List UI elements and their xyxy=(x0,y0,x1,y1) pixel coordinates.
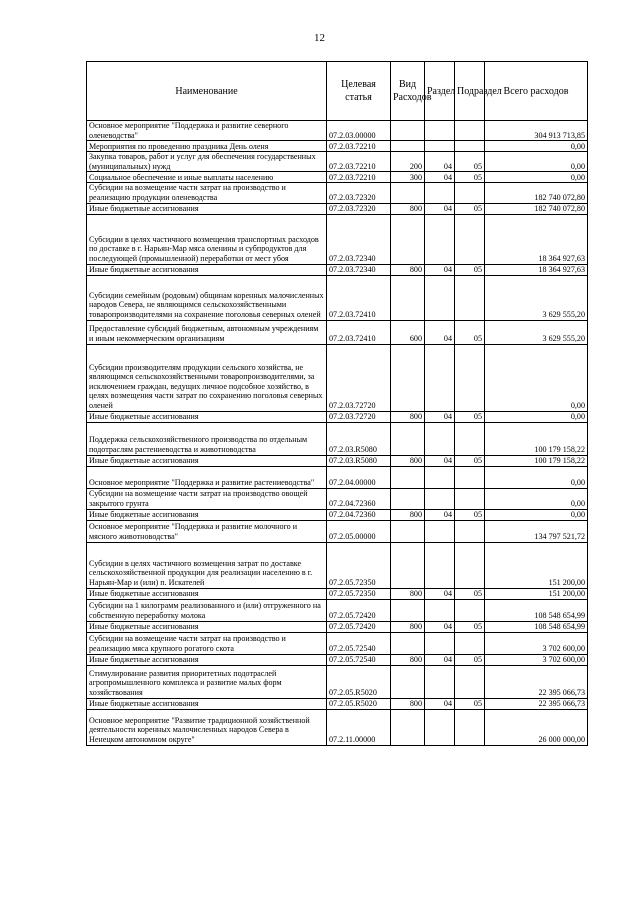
table-row xyxy=(87,203,588,214)
cell-subsection xyxy=(455,344,485,411)
cell-name: Основное мероприятие "Развитие традиционной хозяйственной деятельности коренных малочисленных народов Севера в Ненецком автономном округе" xyxy=(87,709,327,745)
cell-subsection: 05 xyxy=(455,698,485,709)
cell-type xyxy=(391,275,425,320)
cell-name: Мероприятия по проведению праздника День оленя xyxy=(87,141,327,152)
cell-target: 07.2.05.R5020 xyxy=(327,665,391,698)
cell-name: Основное мероприятие "Поддержка и развитие растениеводства" xyxy=(87,466,327,488)
cell-section: 04 xyxy=(425,264,455,275)
cell-total: 26 000 000,00 xyxy=(485,709,588,745)
cell-subsection: 05 xyxy=(455,654,485,665)
cell-target: 07.2.05.00000 xyxy=(327,520,391,542)
cell-total: 304 913 713,85 xyxy=(485,121,588,141)
header-total: Всего расходов xyxy=(485,62,588,121)
cell-subsection: 05 xyxy=(455,621,485,632)
cell-type: 800 xyxy=(391,698,425,709)
cell-target: 07.2.03.R5080 xyxy=(327,455,391,466)
cell-total: 0,00 xyxy=(485,488,588,509)
table-row xyxy=(87,621,588,632)
cell-name: Субсидии семейным (родовым) общинам коренных малочисленных народов Севера, не являющимся сельскохозяйственными товаропроизводителями на сохранение поголовья северных оленей xyxy=(87,275,327,320)
cell-total: 0,00 xyxy=(485,344,588,411)
cell-section xyxy=(425,344,455,411)
cell-type xyxy=(391,488,425,509)
cell-total: 3 702 600,00 xyxy=(485,654,588,665)
cell-subsection: 05 xyxy=(455,411,485,422)
cell-target: 07.2.05.72540 xyxy=(327,632,391,654)
cell-section xyxy=(425,121,455,141)
table-row xyxy=(87,411,588,422)
cell-subsection: 05 xyxy=(455,152,485,172)
cell-type: 800 xyxy=(391,264,425,275)
cell-subsection xyxy=(455,632,485,654)
cell-section: 04 xyxy=(425,172,455,183)
cell-type: 800 xyxy=(391,654,425,665)
cell-name: Субсидии на 1 килограмм реализованного и (или) отгруженного на собственную переработку молока xyxy=(87,599,327,621)
cell-target: 07.2.05.72420 xyxy=(327,621,391,632)
cell-target: 07.2.03.72340 xyxy=(327,214,391,264)
cell-target: 07.2.03.72720 xyxy=(327,344,391,411)
cell-type: 800 xyxy=(391,203,425,214)
cell-name: Предоставление субсидий бюджетным, автономным учреждениям и иным некоммерческим организациям xyxy=(87,320,327,344)
cell-target: 07.2.03.72720 xyxy=(327,411,391,422)
cell-type: 800 xyxy=(391,621,425,632)
cell-type xyxy=(391,121,425,141)
table-row xyxy=(87,172,588,183)
cell-type xyxy=(391,665,425,698)
cell-section xyxy=(425,275,455,320)
cell-total: 3 702 600,00 xyxy=(485,632,588,654)
cell-target: 07.2.05.R5020 xyxy=(327,698,391,709)
cell-total: 0,00 xyxy=(485,509,588,520)
cell-type xyxy=(391,214,425,264)
cell-subsection xyxy=(455,183,485,203)
cell-subsection xyxy=(455,520,485,542)
cell-target: 07.2.05.72350 xyxy=(327,542,391,588)
cell-total: 100 179 158,22 xyxy=(485,422,588,455)
cell-total: 151 200,00 xyxy=(485,588,588,599)
cell-type xyxy=(391,466,425,488)
cell-target: 07.2.03.72210 xyxy=(327,141,391,152)
header-subsection: Подраздел xyxy=(455,62,485,121)
cell-type xyxy=(391,183,425,203)
header-name: Наименование xyxy=(87,62,327,121)
cell-total: 0,00 xyxy=(485,141,588,152)
cell-section xyxy=(425,709,455,745)
cell-type xyxy=(391,344,425,411)
cell-subsection: 05 xyxy=(455,203,485,214)
cell-subsection: 05 xyxy=(455,264,485,275)
cell-target: 07.2.03.R5080 xyxy=(327,422,391,455)
table-row xyxy=(87,422,588,455)
cell-type xyxy=(391,542,425,588)
cell-total: 0,00 xyxy=(485,466,588,488)
table-row xyxy=(87,320,588,344)
table-row xyxy=(87,599,588,621)
cell-total: 108 548 654,99 xyxy=(485,599,588,621)
cell-name: Субсидии в целях частичного возмещения транспортных расходов по доставке в г. Нарьян-Мар мяса оленины и субпродуктов для последующей (промышленной) переработки от мест убоя xyxy=(87,214,327,264)
table-row xyxy=(87,665,588,698)
cell-section: 04 xyxy=(425,654,455,665)
cell-type: 300 xyxy=(391,172,425,183)
cell-total: 22 395 066,73 xyxy=(485,698,588,709)
cell-target: 07.2.03.72320 xyxy=(327,203,391,214)
table-row xyxy=(87,466,588,488)
table-row xyxy=(87,520,588,542)
page-number: 12 xyxy=(314,32,325,44)
cell-total: 22 395 066,73 xyxy=(485,665,588,698)
cell-name: Иные бюджетные ассигнования xyxy=(87,509,327,520)
cell-name: Социальное обеспечение и иные выплаты населению xyxy=(87,172,327,183)
cell-type xyxy=(391,520,425,542)
table-row xyxy=(87,509,588,520)
table-row xyxy=(87,141,588,152)
cell-section: 04 xyxy=(425,588,455,599)
cell-section xyxy=(425,599,455,621)
cell-target: 07.2.03.72210 xyxy=(327,172,391,183)
cell-section: 04 xyxy=(425,698,455,709)
cell-type xyxy=(391,599,425,621)
table-row xyxy=(87,214,588,264)
cell-name: Поддержка сельскохозяйственного производства по отдельным подотраслям растениеводства и животноводства xyxy=(87,422,327,455)
cell-type: 800 xyxy=(391,588,425,599)
cell-target: 07.2.03.72210 xyxy=(327,152,391,172)
cell-type: 800 xyxy=(391,411,425,422)
table-row xyxy=(87,183,588,203)
cell-subsection xyxy=(455,214,485,264)
header-type: Вид Расходов xyxy=(391,62,425,121)
table-row xyxy=(87,455,588,466)
cell-total: 0,00 xyxy=(485,172,588,183)
cell-section xyxy=(425,466,455,488)
cell-section xyxy=(425,422,455,455)
table-row xyxy=(87,542,588,588)
table-header-row xyxy=(87,62,588,121)
cell-total: 134 797 521,72 xyxy=(485,520,588,542)
cell-section xyxy=(425,632,455,654)
table-row xyxy=(87,709,588,745)
cell-total: 151 200,00 xyxy=(485,542,588,588)
cell-section xyxy=(425,183,455,203)
cell-target: 07.2.04.00000 xyxy=(327,466,391,488)
cell-total: 18 364 927,63 xyxy=(485,214,588,264)
cell-total: 108 548 654,99 xyxy=(485,621,588,632)
header-target: Целевая статья xyxy=(327,62,391,121)
cell-target: 07.2.03.72410 xyxy=(327,320,391,344)
cell-section: 04 xyxy=(425,320,455,344)
cell-total: 0,00 xyxy=(485,152,588,172)
cell-total: 182 740 072,80 xyxy=(485,203,588,214)
cell-type: 800 xyxy=(391,455,425,466)
cell-section xyxy=(425,542,455,588)
cell-subsection: 05 xyxy=(455,588,485,599)
cell-subsection xyxy=(455,709,485,745)
cell-section xyxy=(425,520,455,542)
cell-target: 07.2.03.72340 xyxy=(327,264,391,275)
cell-subsection xyxy=(455,488,485,509)
cell-section xyxy=(425,214,455,264)
cell-total: 100 179 158,22 xyxy=(485,455,588,466)
cell-section xyxy=(425,141,455,152)
cell-name: Закупка товаров, работ и услуг для обеспечения государственных (муниципальных) нужд xyxy=(87,152,327,172)
cell-subsection: 05 xyxy=(455,172,485,183)
budget-table xyxy=(86,61,588,746)
cell-target: 07.2.05.72350 xyxy=(327,588,391,599)
cell-name: Субсидии в целях частичного возмещения затрат по доставке сельскохозяйственной продукции для реализации населению в г. Нарьян-Мар и (или) п. Искателей xyxy=(87,542,327,588)
cell-name: Субсидии на возмещение части затрат на производство и реализацию мяса крупного рогатого скота xyxy=(87,632,327,654)
cell-subsection xyxy=(455,466,485,488)
cell-name: Субсидии производителям продукции сельского хозяйства, не являющимся сельскохозяйственными товаропроизводителями, за исключением граждан, ведущих личное подсобное хозяйство, в целях возмещения части затрат по сохранению поголовья северных оленей xyxy=(87,344,327,411)
cell-section xyxy=(425,488,455,509)
table-row xyxy=(87,344,588,411)
cell-subsection xyxy=(455,422,485,455)
table-row xyxy=(87,264,588,275)
cell-target: 07.2.03.00000 xyxy=(327,121,391,141)
cell-total: 3 629 555,20 xyxy=(485,275,588,320)
cell-target: 07.2.04.72360 xyxy=(327,509,391,520)
cell-type: 800 xyxy=(391,509,425,520)
cell-name: Иные бюджетные ассигнования xyxy=(87,654,327,665)
cell-type xyxy=(391,141,425,152)
cell-name: Иные бюджетные ассигнования xyxy=(87,588,327,599)
cell-subsection: 05 xyxy=(455,320,485,344)
cell-type: 200 xyxy=(391,152,425,172)
cell-name: Иные бюджетные ассигнования xyxy=(87,264,327,275)
cell-type xyxy=(391,422,425,455)
cell-type: 600 xyxy=(391,320,425,344)
table-row xyxy=(87,632,588,654)
cell-subsection xyxy=(455,665,485,698)
cell-target: 07.2.03.72320 xyxy=(327,183,391,203)
cell-name: Иные бюджетные ассигнования xyxy=(87,455,327,466)
cell-section: 04 xyxy=(425,509,455,520)
cell-name: Основное мероприятие "Поддержка и развитие молочного и мясного животноводства" xyxy=(87,520,327,542)
cell-section xyxy=(425,665,455,698)
cell-target: 07.2.11.00000 xyxy=(327,709,391,745)
cell-subsection xyxy=(455,275,485,320)
cell-total: 18 364 927,63 xyxy=(485,264,588,275)
table-row xyxy=(87,588,588,599)
cell-section: 04 xyxy=(425,411,455,422)
cell-target: 07.2.05.72540 xyxy=(327,654,391,665)
cell-section: 04 xyxy=(425,203,455,214)
cell-target: 07.2.05.72420 xyxy=(327,599,391,621)
cell-section: 04 xyxy=(425,621,455,632)
cell-subsection: 05 xyxy=(455,509,485,520)
header-section: Раздел xyxy=(425,62,455,121)
cell-name: Субсидии на возмещение части затрат на производство овощей закрытого грунта xyxy=(87,488,327,509)
cell-target: 07.2.03.72410 xyxy=(327,275,391,320)
cell-name: Иные бюджетные ассигнования xyxy=(87,621,327,632)
cell-subsection xyxy=(455,121,485,141)
cell-subsection xyxy=(455,141,485,152)
table-row xyxy=(87,654,588,665)
table-row xyxy=(87,698,588,709)
cell-name: Субсидии на возмещение части затрат на производство и реализацию продукции оленеводства xyxy=(87,183,327,203)
cell-name: Стимулирование развития приоритетных подотраслей агропромышленного комплекса и развитие малых форм хозяйствования xyxy=(87,665,327,698)
cell-subsection xyxy=(455,599,485,621)
cell-total: 0,00 xyxy=(485,411,588,422)
table-row xyxy=(87,275,588,320)
cell-name: Иные бюджетные ассигнования xyxy=(87,698,327,709)
cell-section: 04 xyxy=(425,152,455,172)
cell-name: Основное мероприятие "Поддержка и развитие северного оленеводства" xyxy=(87,121,327,141)
cell-type xyxy=(391,709,425,745)
cell-total: 3 629 555,20 xyxy=(485,320,588,344)
cell-subsection: 05 xyxy=(455,455,485,466)
table-row xyxy=(87,488,588,509)
cell-type xyxy=(391,632,425,654)
cell-total: 182 740 072,80 xyxy=(485,183,588,203)
cell-target: 07.2.04.72360 xyxy=(327,488,391,509)
cell-name: Иные бюджетные ассигнования xyxy=(87,411,327,422)
table-row xyxy=(87,121,588,141)
cell-name: Иные бюджетные ассигнования xyxy=(87,203,327,214)
cell-section: 04 xyxy=(425,455,455,466)
cell-subsection xyxy=(455,542,485,588)
table-row xyxy=(87,152,588,172)
